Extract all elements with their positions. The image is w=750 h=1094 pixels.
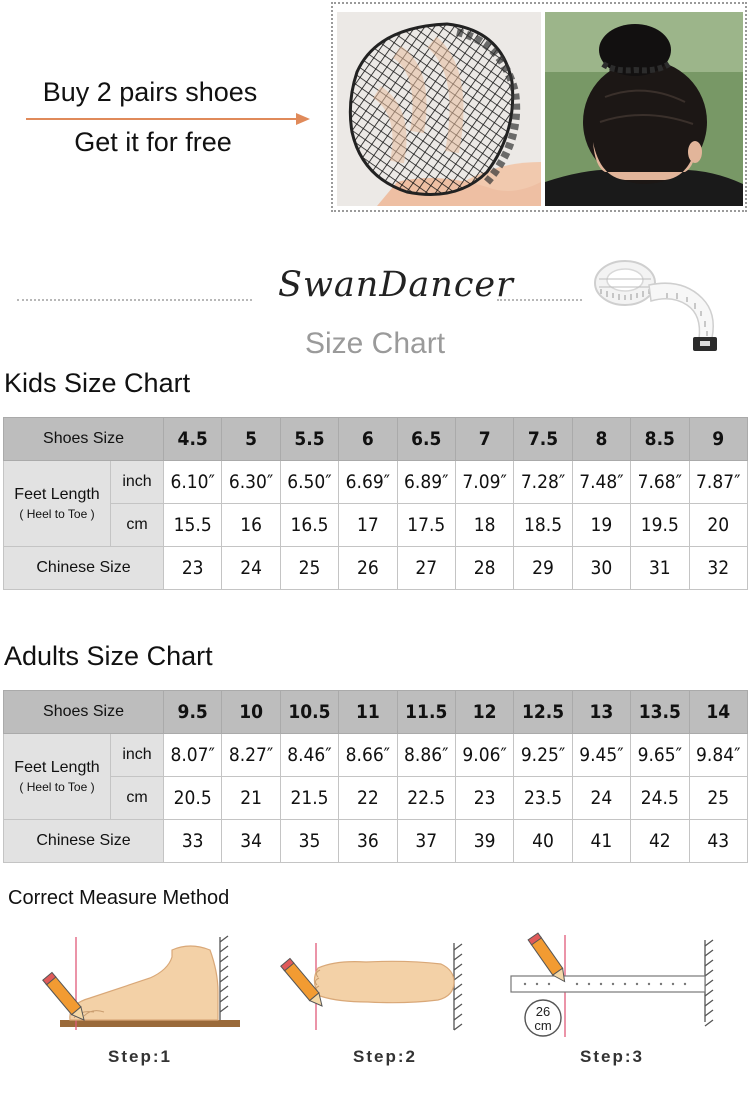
inch-cell: 9.25″: [514, 734, 572, 777]
cm-cell: 23: [455, 777, 513, 820]
shoes-size-cell: 8: [572, 418, 630, 461]
chinese-size-cell: 41: [572, 820, 630, 863]
kids-size-chart-title: Kids Size Chart: [4, 368, 191, 398]
kids-size-table: [3, 417, 748, 590]
cm-label: cm: [111, 777, 164, 820]
shoes-size-cell: 7: [455, 418, 513, 461]
hair-bun-image: [545, 12, 743, 206]
chinese-size-cell: 25: [280, 547, 338, 590]
chinese-size-cell: 40: [514, 820, 572, 863]
step-1-label: Step:1: [108, 1047, 172, 1066]
inch-cell: 7.28″: [514, 461, 572, 504]
inch-cell: 7.87″: [689, 461, 747, 504]
cm-label: cm: [111, 504, 164, 547]
shoes-size-cell: 10.5: [280, 691, 338, 734]
cm-cell: 16: [222, 504, 280, 547]
chinese-size-cell: 42: [631, 820, 689, 863]
table-row: [4, 820, 748, 863]
step-2-illustration: [276, 940, 476, 1035]
table-row: [4, 418, 748, 461]
shoes-size-cell: 10: [222, 691, 280, 734]
cm-cell: 22.5: [397, 777, 455, 820]
shoes-size-label: Shoes Size: [4, 691, 164, 734]
hair-net-image: [337, 12, 541, 206]
chinese-size-cell: 33: [164, 820, 222, 863]
shoes-size-cell: 12: [455, 691, 513, 734]
table-row: [4, 547, 748, 590]
chinese-size-cell: 36: [339, 820, 397, 863]
inch-cell: 7.09″: [455, 461, 513, 504]
shoes-size-cell: 11.5: [397, 691, 455, 734]
chinese-size-cell: 31: [631, 547, 689, 590]
inch-cell: 7.48″: [572, 461, 630, 504]
cm-cell: 17: [339, 504, 397, 547]
divider-left: [17, 299, 252, 301]
cm-cell: 24.5: [631, 777, 689, 820]
adults-size-table: [3, 690, 748, 863]
shoes-size-cell: 12.5: [514, 691, 572, 734]
shoes-size-cell: 6.5: [397, 418, 455, 461]
inch-label: inch: [111, 734, 164, 777]
hair-net-photo: [337, 12, 541, 206]
promo-line-1: Buy 2 pairs shoes: [42, 77, 258, 107]
shoes-size-cell: 11: [339, 691, 397, 734]
shoes-size-cell: 9.5: [164, 691, 222, 734]
chinese-size-cell: 35: [280, 820, 338, 863]
cm-cell: 19.5: [631, 504, 689, 547]
chinese-size-cell: 28: [455, 547, 513, 590]
shoes-size-cell: 4.5: [164, 418, 222, 461]
chinese-size-cell: 29: [514, 547, 572, 590]
feet-length-text: Feet Length: [14, 759, 100, 776]
inch-cell: 8.27″: [222, 734, 280, 777]
chinese-size-cell: 27: [397, 547, 455, 590]
cm-cell: 21: [222, 777, 280, 820]
ruler-reading-value: 26: [535, 1004, 551, 1019]
brand-logo: SwanDancer: [278, 265, 514, 305]
measure-method-title: Correct Measure Method: [8, 887, 230, 909]
chinese-size-label: Chinese Size: [4, 820, 164, 863]
chinese-size-cell: 37: [397, 820, 455, 863]
inch-cell: 9.84″: [689, 734, 747, 777]
step-1-illustration: [40, 932, 245, 1034]
shoes-size-cell: 8.5: [631, 418, 689, 461]
heel-to-toe-note: ( Heel to Toe ): [19, 507, 95, 521]
shoes-size-cell: 6: [339, 418, 397, 461]
table-row: [4, 504, 748, 547]
table-row: [4, 734, 748, 777]
shoes-size-cell: 5.5: [280, 418, 338, 461]
chinese-size-cell: 24: [222, 547, 280, 590]
promo-line-2: Get it for free: [74, 127, 232, 157]
cm-cell: 25: [689, 777, 747, 820]
cm-cell: 19: [572, 504, 630, 547]
shoes-size-cell: 14: [689, 691, 747, 734]
inch-cell: 6.69″: [339, 461, 397, 504]
inch-cell: 7.68″: [631, 461, 689, 504]
cm-cell: 24: [572, 777, 630, 820]
free-gift-box: [331, 2, 747, 212]
cm-cell: 16.5: [280, 504, 338, 547]
inch-cell: 8.86″: [397, 734, 455, 777]
cm-cell: 22: [339, 777, 397, 820]
cm-cell: 18: [455, 504, 513, 547]
inch-cell: 6.50″: [280, 461, 338, 504]
chinese-size-cell: 43: [689, 820, 747, 863]
hair-bun-photo: [545, 12, 743, 206]
inch-cell: 8.07″: [164, 734, 222, 777]
measuring-tape-icon: [587, 253, 722, 355]
shoes-size-cell: 13: [572, 691, 630, 734]
inch-cell: 6.89″: [397, 461, 455, 504]
ruler-reading-unit: cm: [534, 1018, 552, 1033]
inch-cell: 9.45″: [572, 734, 630, 777]
feet-length-text: Feet Length: [14, 486, 100, 503]
shoes-size-cell: 9: [689, 418, 747, 461]
chinese-size-cell: 39: [455, 820, 513, 863]
cm-cell: 23.5: [514, 777, 572, 820]
table-row: [4, 777, 748, 820]
inch-label: inch: [111, 461, 164, 504]
table-row: [4, 691, 748, 734]
inch-cell: 6.10″: [164, 461, 222, 504]
chinese-size-cell: 26: [339, 547, 397, 590]
cm-cell: 18.5: [514, 504, 572, 547]
inch-cell: 8.46″: [280, 734, 338, 777]
step-3-label: Step:3: [580, 1047, 644, 1066]
shoes-size-cell: 7.5: [514, 418, 572, 461]
cm-cell: 15.5: [164, 504, 222, 547]
cm-cell: 20.5: [164, 777, 222, 820]
shoes-size-label: Shoes Size: [4, 418, 164, 461]
step-2-label: Step:2: [353, 1047, 417, 1066]
shoes-size-cell: 5: [222, 418, 280, 461]
cm-cell: 21.5: [280, 777, 338, 820]
cm-cell: 20: [689, 504, 747, 547]
chinese-size-label: Chinese Size: [4, 547, 164, 590]
shoes-size-cell: 13.5: [631, 691, 689, 734]
chinese-size-cell: 34: [222, 820, 280, 863]
feet-length-label: [4, 734, 111, 820]
inch-cell: 6.30″: [222, 461, 280, 504]
inch-cell: 9.06″: [455, 734, 513, 777]
chinese-size-cell: 30: [572, 547, 630, 590]
arrow-right-icon: [296, 113, 310, 125]
size-chart-subtitle: Size Chart: [304, 327, 446, 360]
table-row: [4, 461, 748, 504]
cm-cell: 17.5: [397, 504, 455, 547]
divider-right: [497, 299, 582, 301]
step-3-illustration: [505, 932, 720, 1042]
inch-cell: 8.66″: [339, 734, 397, 777]
feet-length-label: [4, 461, 111, 547]
inch-cell: 9.65″: [631, 734, 689, 777]
adults-size-chart-title: Adults Size Chart: [4, 641, 213, 671]
heel-to-toe-note: ( Heel to Toe ): [19, 780, 95, 794]
chinese-size-cell: 23: [164, 547, 222, 590]
arrow-line: [26, 118, 298, 120]
chinese-size-cell: 32: [689, 547, 747, 590]
